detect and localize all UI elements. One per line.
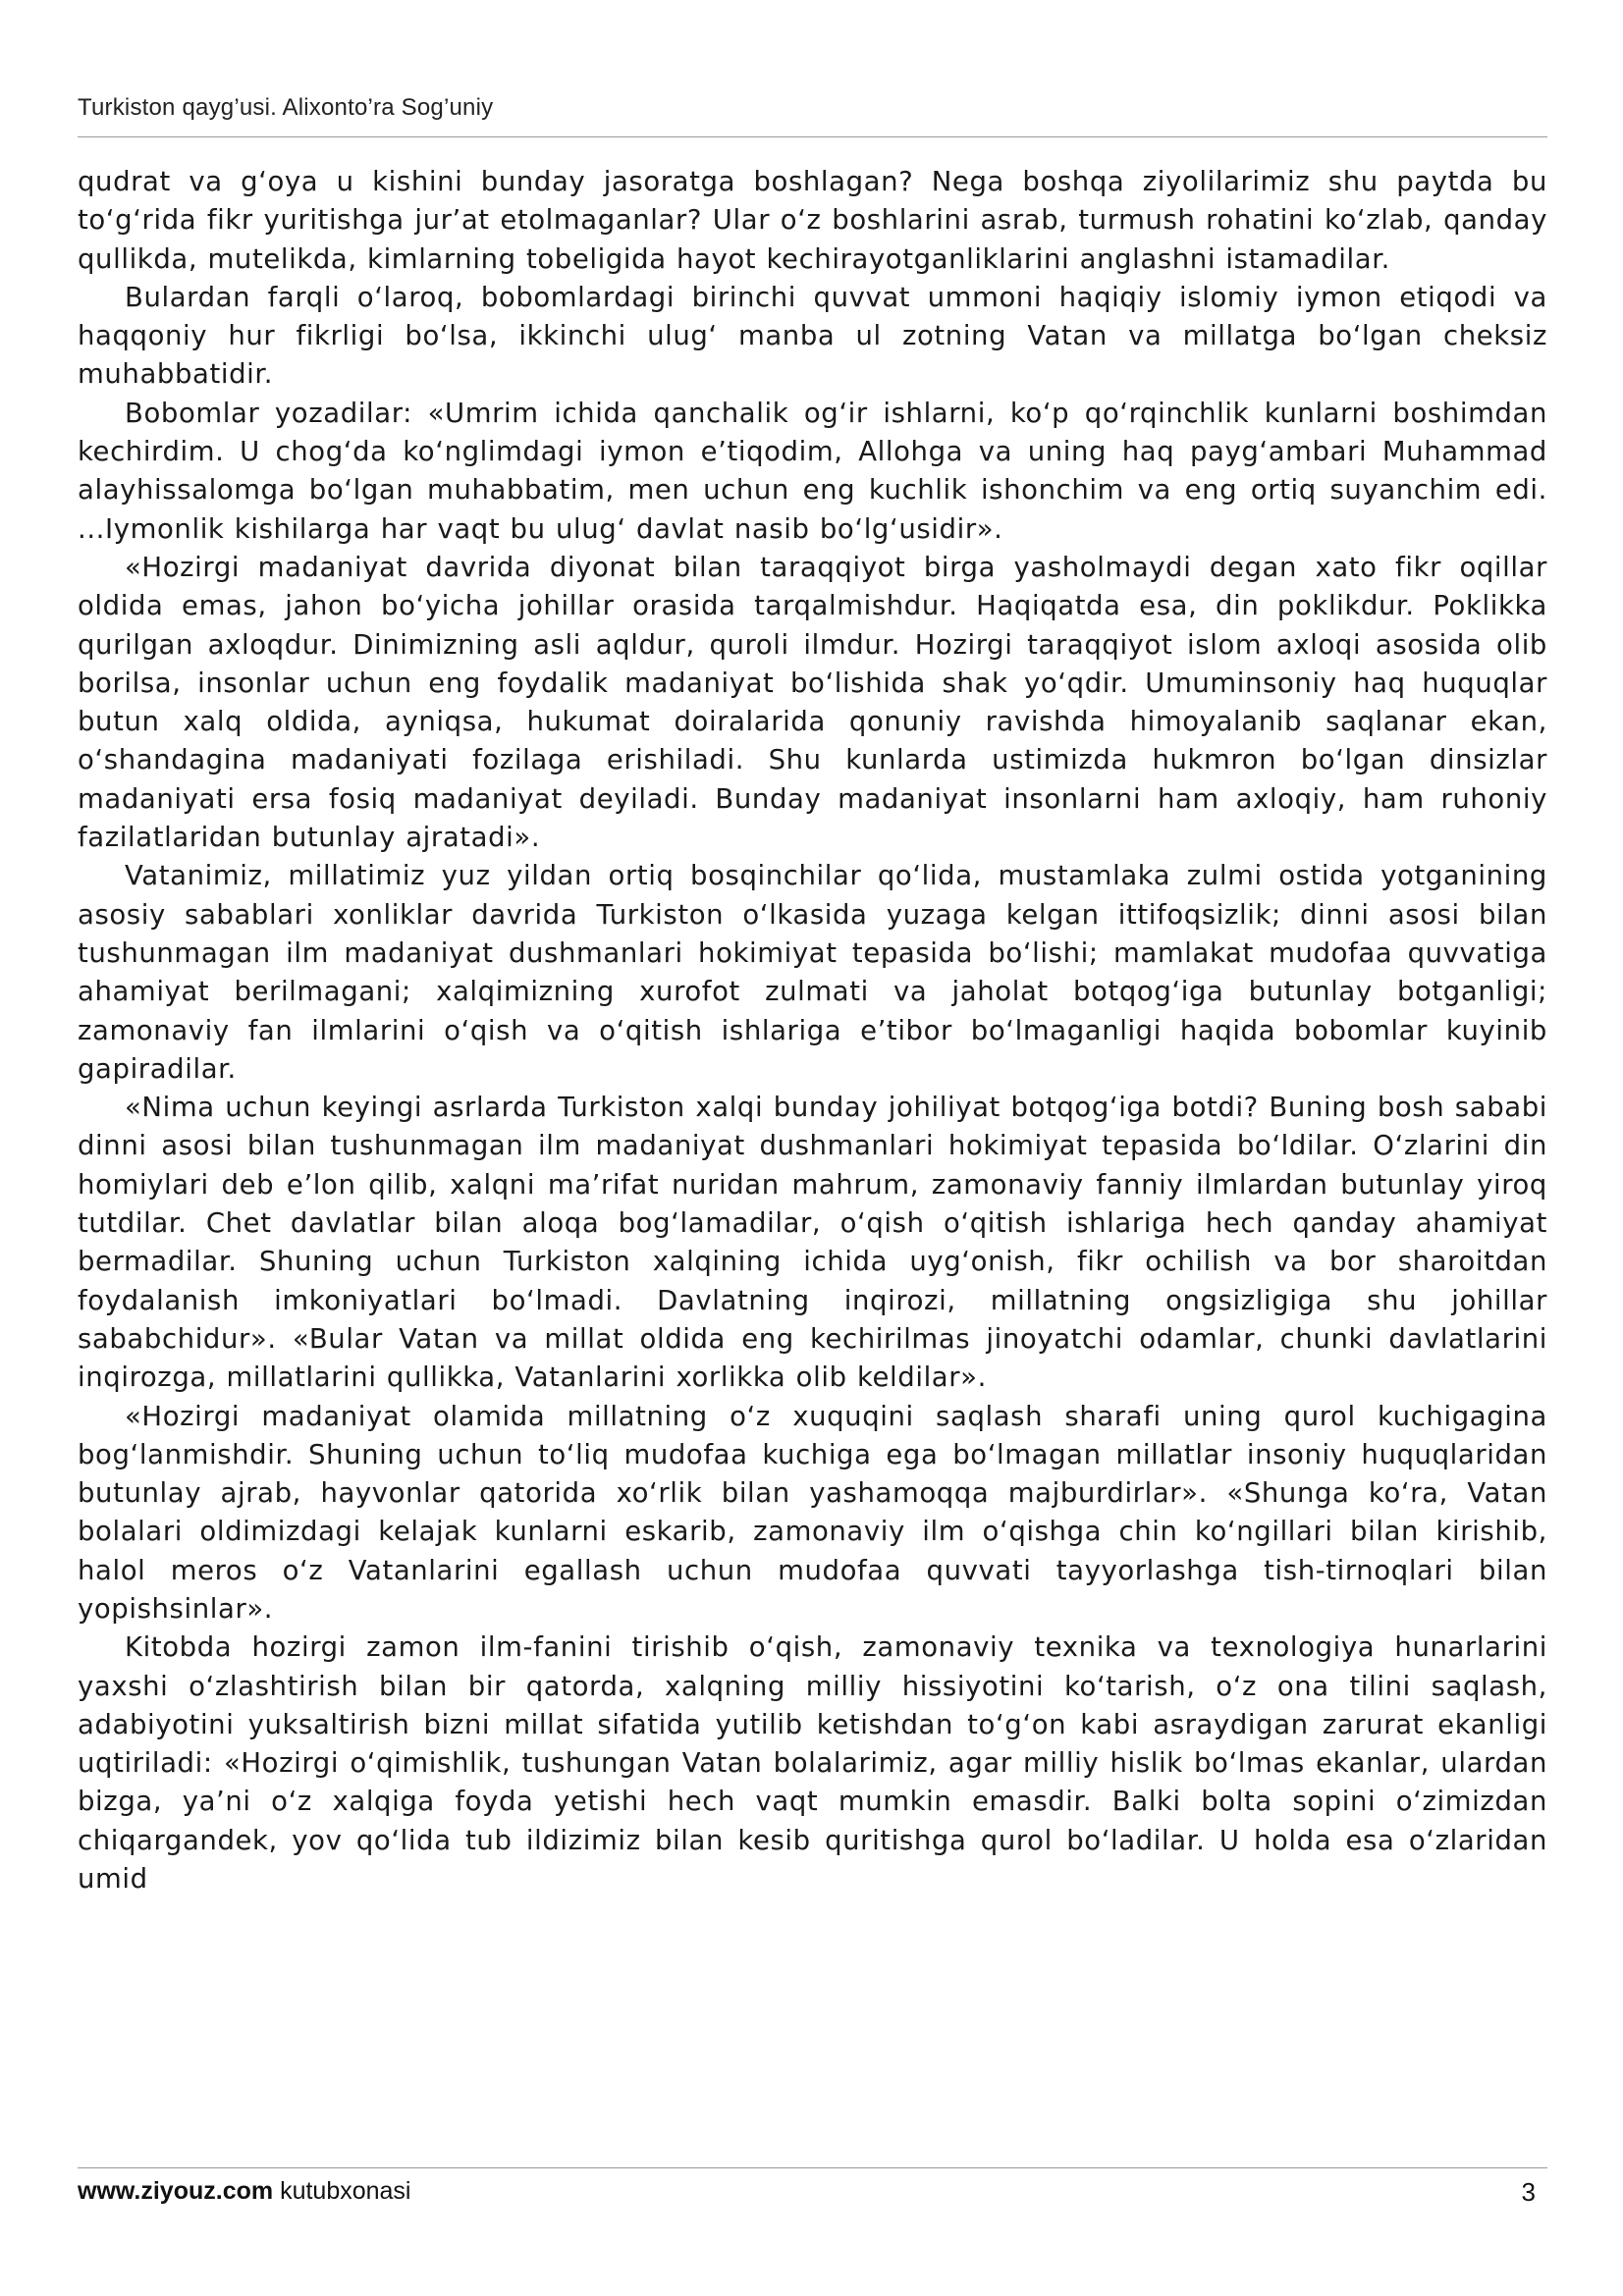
footer-divider [78,2167,1547,2168]
paragraph: Bobomlar yozadilar: «Umrim ichida qanchalik og‘ir ishlarni, ko‘p qo‘rqinchlik kunlarni boshimdan kechirdim. U chog‘da ko‘nglimdagi iymon e’tiqodim, Allohga va uning haq payg‘ambari Muhammad alayhissalomga bo‘lgan muhabbatim, men uchun eng kuchlik ishonchim va eng ortiq suyanchim edi. ...Iymonlik kishilarga har vaqt bu ulug‘ davlat nasib bo‘lg‘usidir». [78,397,1547,545]
paragraph: «Nima uchun keyingi asrlarda Turkiston xalqi bunday johiliyat botqog‘iga botdi? Buning bosh sababi dinni asosi bilan tushunmagan ilm madaniyat dushmanlari hokimiyat tepasida bo‘ldilar. O‘zlarini din homiylari deb e’lon qilib, xalqni ma’rifat nuridan mahrum, zamonaviy fanniy ilmlardan butunlay yiroq tutdilar. Chet davlatlar bilan aloqa bog‘lamadilar, o‘qish o‘qitish ishlariga hech qanday ahamiyat bermadilar. Shuning uchun Turkiston xalqining ichida uyg‘onish, fikr ochilish va bor sharoitdan foydalanish imkoniyatlari bo‘lmadi. Davlatning inqirozi, millatning ongsizligiga shu johillar sababchidur». «Bular Vatan va millat oldida eng kechirilmas jinoyatchi odamlar, chunki davlatlarini inqirozga, millatlarini qullikka, Vatanlarini xorlikka olib keldilar». [78,1092,1547,1394]
body-text [78,163,1547,1898]
page-footer [78,2177,1547,2213]
paragraph: Vatanimiz, millatimiz yuz yildan ortiq bosqinchilar qo‘lida, mustamlaka zulmi ostida yotganining asosiy sabablari xonliklar davrida Turkiston o‘lkasida yuzaga kelgan ittifoqsizlik; dinni asosi bilan tushunmagan ilm madaniyat dushmanlari hokimiyat tepasida bo‘lishi; mamlakat mudofaa quvvatiga ahamiyat berilmagani; xalqimizning xurofot zulmati va jaholat botqog‘iga butunlay botganligi; zamonaviy fan ilmlarini o‘qish va o‘qitish ishlariga e’tibor bo‘lmaganligi haqida bobomlar kuyinib gapiradilar. [78,860,1547,1085]
footer-library-label: kutubxonasi [280,2177,411,2205]
paragraph: qudrat va g‘oya u kishini bunday jasoratga boshlagan? Nega boshqa ziyolilarimiz shu paytda bu to‘g‘rida fikr yuritishga jur’at etolmaganlar? Ular o‘z boshlarini asrab, turmush rohatini ko‘zlab, qanday qullikda, mutelikda, kimlarning tobeligida hayot kechirayotganliklarini anglashni istamadilar. [78,166,1547,275]
running-header: Turkiston qayg’usi. Alixonto’ra Sog’uniy [78,94,494,121]
page-number: 3 [1521,2177,1536,2207]
footer-site-link[interactable]: www.ziyouz.com [78,2177,274,2205]
header-divider [78,136,1547,137]
paragraph: Kitobda hozirgi zamon ilm-fanini tirishib o‘qish, zamonaviy texnika va texnologiya hunarlarini yaxshi o‘zlashtirish bilan bir qatorda, xalqning milliy hissiyotini ko‘tarish, o‘z ona tilini saqlash, adabiyotini yuksaltirish bizni millat sifatida yutilib ketishdan to‘g‘on kabi asraydigan zarurat ekanligi uqtiriladi: «Hozirgi o‘qimishlik, tushungan Vatan bolalarimiz, agar milliy hislik bo‘lmas ekanlar, ulardan bizga, ya’ni o‘z xalqiga foyda yetishi hech vaqt mumkin emasdir. Balki bolta sopini o‘zimizdan chiqargandek, yov qo‘lida tub ildizimiz bilan kesib quritishga qurol bo‘ladilar. U holda esa o‘zlaridan umid [78,1631,1547,1896]
paragraph: «Hozirgi madaniyat olamida millatning o‘z xuquqini saqlash sharafi uning qurol kuchigagina bog‘lanmishdir. Shuning uchun to‘liq mudofaa kuchiga ega bo‘lmagan millatlar insoniy huquqlaridan butunlay ajrab, hayvonlar qatorida xo‘rlik bilan yashamoqqa majburdirlar». «Shunga ko‘ra, Vatan bolalari oldimizdagi kelajak kunlarni eskarib, zamonaviy ilm o‘qishga chin ko‘ngillari bilan kirishib, halol meros o‘z Vatanlarini egallash uchun mudofaa quvvati tayyorlashga tish-tirnoqlari bilan yopishsinlar». [78,1400,1547,1625]
paragraph: Bulardan farqli o‘laroq, bobomlardagi birinchi quvvat ummoni haqiqiy islomiy iymon etiqodi va haqqoniy hur fikrligi bo‘lsa, ikkinchi ulug‘ manba ul zotning Vatan va millatga bo‘lgan cheksiz muhabbatidir. [78,281,1547,391]
paragraph: «Hozirgi madaniyat davrida diyonat bilan taraqqiyot birga yasholmaydi degan xato fikr oqillar oldida emas, jahon bo‘yicha johillar orasida tarqalmishdur. Haqiqatda esa, din poklikdur. Poklikka qurilgan axloqdur. Dinimizning asli aqldur, quroli ilmdur. Hozirgi taraqqiyot islom axloqi asosida olib borilsa, insonlar uchun eng foydalik madaniyat bo‘lishida shak yo‘qdir. Umuminsoniy haq huquqlar butun xalq oldida, ayniqsa, hukumat doiralarida qonuniy ravishda himoyalanib saqlanar ekan, o‘shandagina madaniyati fozilaga erishiladi. Shu kunlarda ustimizda hukmron bo‘lgan dinsizlar madaniyati ersa fosiq madaniyat deyiladi. Bunday madaniyat insonlarni ham axloqiy, ham ruhoniy fazilatlaridan butunlay ajratadi». [78,551,1547,854]
